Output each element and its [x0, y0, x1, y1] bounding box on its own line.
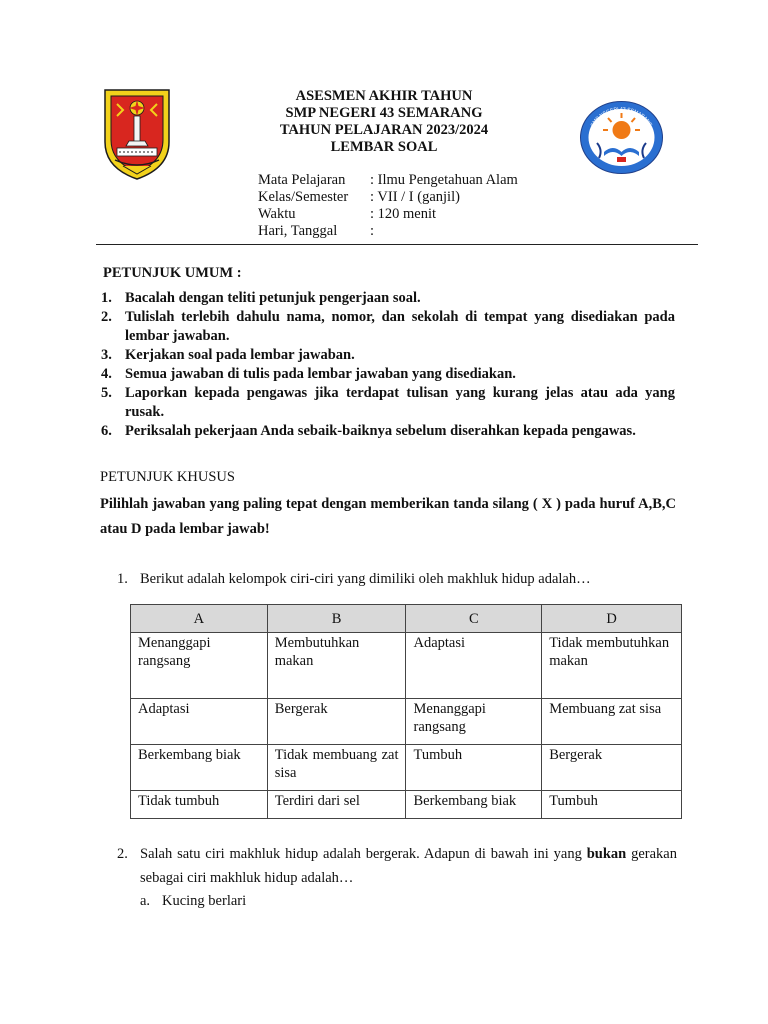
list-text: Tulislah terlebih dahulu nama, nomor, dan sekolah di tempat yang disediakan pada lembar jawaban. [125, 309, 675, 344]
academic-year: TAHUN PELAJARAN 2023/2024 [279, 122, 489, 138]
question-text-part: gerakan sebagai ciri makhluk hidup adalah… [140, 846, 677, 886]
info-row-time [258, 206, 518, 223]
table-cell: Membutuhkan makan [267, 633, 406, 699]
school-name: SMP NEGERI 43 SEMARANG [285, 105, 483, 121]
info-value: : 120 menit [370, 206, 437, 222]
list-text: Bacalah dengan teliti petunjuk pengerjaan soal. [125, 290, 421, 306]
list-item [101, 384, 675, 422]
list-number: 3. [101, 347, 112, 363]
question-text-part: Salah satu ciri makhluk hidup adalah bergerak. Adapun di bawah ini yang [140, 846, 587, 862]
table-cell: Bergerak [267, 699, 406, 745]
table-cell: Menanggapi rangsang [406, 699, 542, 745]
list-item [101, 422, 675, 441]
option-a [140, 893, 246, 910]
list-number: 6. [101, 423, 112, 439]
info-row-subject [258, 172, 518, 189]
answer-options-table [130, 604, 682, 819]
question-text: Berikut adalah kelompok ciri-ciri yang dimiliki oleh makhluk hidup adalah… [140, 571, 591, 587]
table-cell: Berkembang biak [406, 791, 542, 819]
column-header: B [267, 605, 406, 633]
list-number: 4. [101, 366, 112, 382]
info-value: : VII / I (ganjil) [370, 189, 460, 205]
exam-title: ASESMEN AKHIR TAHUN [295, 88, 473, 104]
info-key: Waktu [258, 206, 296, 222]
special-instructions-title: PETUNJUK KHUSUS [100, 469, 235, 485]
table-cell: Berkembang biak [131, 745, 268, 791]
special-instructions-text: Pilihlah jawaban yang paling tepat dengan memberikan tanda silang ( X ) pada huruf A,B,C atau D pada lembar jawab! [100, 496, 676, 537]
question-number: 1. [117, 571, 128, 587]
list-item [101, 365, 675, 384]
info-row-class [258, 189, 518, 206]
list-item [101, 289, 675, 308]
info-key: Kelas/Semester [258, 189, 349, 205]
table-row [131, 745, 682, 791]
exam-info [258, 172, 518, 240]
option-letter: a. [140, 893, 151, 909]
table-cell: Tidak membutuhkan makan [542, 633, 682, 699]
list-text: Laporkan kepada pengawas jika terdapat tulisan yang kurang jelas atau ada yang rusak. [125, 385, 675, 420]
table-cell: Adaptasi [406, 633, 542, 699]
table-cell [267, 745, 406, 791]
table-cell: Bergerak [542, 745, 682, 791]
list-text: Periksalah pekerjaan Anda sebaik-baiknya sebelum diserahkan kepada pengawas. [125, 423, 636, 439]
column-header: A [131, 605, 268, 633]
table-cell: Membuang zat sisa [542, 699, 682, 745]
school-logo-icon [579, 100, 664, 175]
table-cell: Tumbuh [406, 745, 542, 791]
table-row [131, 791, 682, 819]
info-key: Mata Pelajaran [258, 172, 346, 188]
list-number: 5. [101, 385, 112, 401]
table-cell: Tumbuh [542, 791, 682, 819]
table-cell: Tidak tumbuh [131, 791, 268, 819]
list-number: 2. [101, 309, 112, 325]
question-1 [117, 567, 677, 591]
question-2 [117, 842, 677, 890]
cell-text: Tidak membuang zat sisa [274, 747, 399, 781]
column-header: D [542, 605, 682, 633]
logo-ring-text: SMP NEGERI 43 SEMARANG [589, 106, 654, 128]
list-text: Kerjakan soal pada lembar jawaban. [125, 347, 355, 363]
table-header-row [131, 605, 682, 633]
info-value: : [370, 223, 375, 239]
list-item [101, 308, 675, 346]
table-cell: Adaptasi [131, 699, 268, 745]
sheet-title: LEMBAR SOAL [330, 139, 438, 155]
general-instructions-title: PETUNJUK UMUM : [103, 265, 242, 281]
general-instructions-list [101, 289, 675, 441]
table-row [131, 699, 682, 745]
info-value: : Ilmu Pengetahuan Alam [370, 172, 518, 188]
table-cell: Terdiri dari sel [267, 791, 406, 819]
header-divider [96, 244, 698, 245]
info-key: Hari, Tanggal [258, 223, 338, 239]
question-emphasis: bukan [586, 846, 627, 862]
question-number: 2. [117, 846, 128, 862]
table-row [131, 633, 682, 699]
list-text: Semua jawaban di tulis pada lembar jawaban yang disediakan. [125, 366, 516, 382]
column-header: C [406, 605, 542, 633]
list-number: 1. [101, 290, 112, 306]
info-row-date [258, 223, 518, 240]
question-text [140, 842, 677, 890]
option-text: Kucing berlari [162, 893, 247, 909]
list-item [101, 346, 675, 365]
table-cell: Menanggapi rangsang [131, 633, 268, 699]
